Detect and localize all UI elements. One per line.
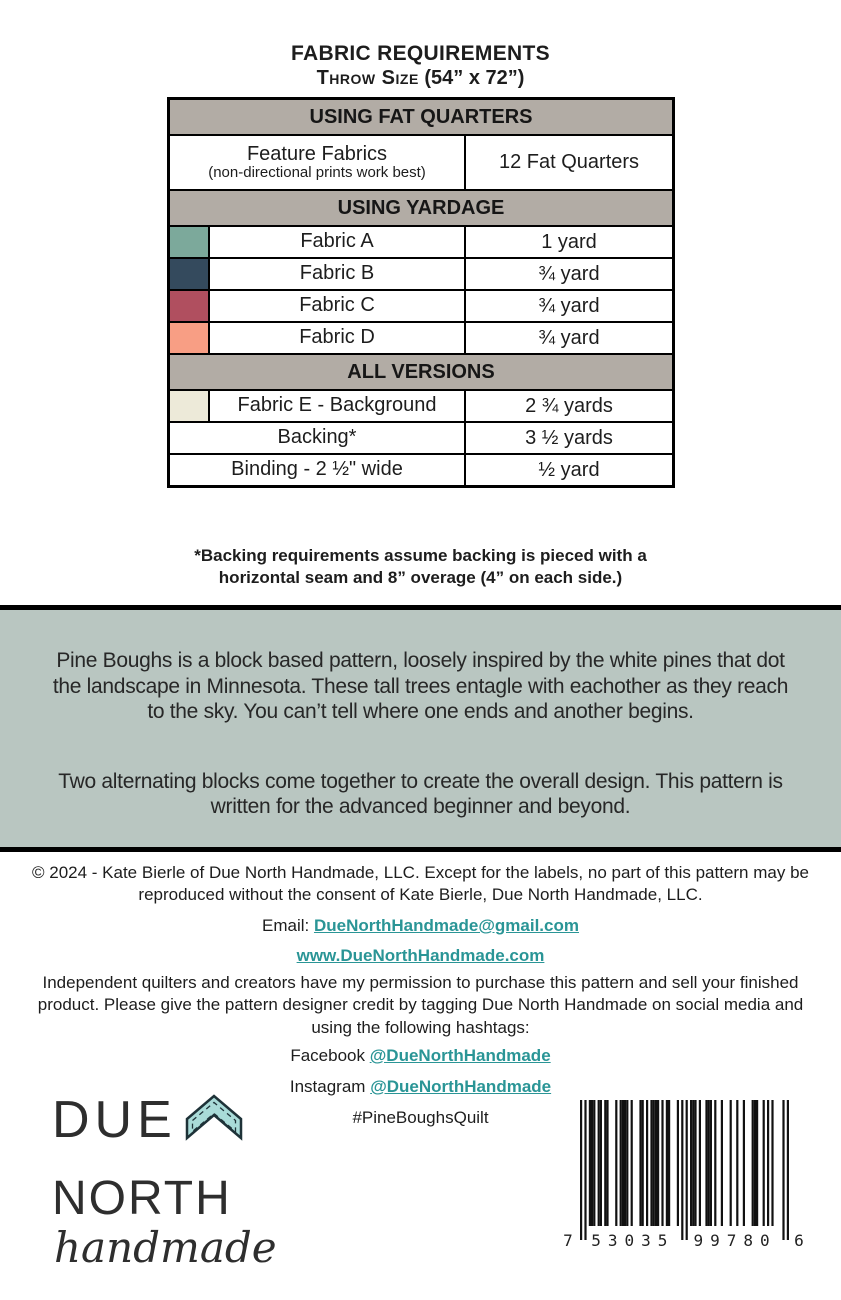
fabric-name: Fabric A [300, 230, 374, 253]
table-row [170, 453, 672, 485]
fabric-name: Feature Fabrics [246, 142, 388, 165]
table-row [170, 389, 672, 421]
email-line [0, 915, 841, 937]
permission-text: Independent quilters and creators have my permission to purchase this pattern and sell your finished product. Please give the pattern designer credit by tagging Due North Handmade on social media and using the following hashtags: [37, 973, 804, 1037]
fabric-name: Binding - 2 ½" wide [231, 458, 403, 481]
fabric-name-cell [210, 259, 464, 289]
section-header-label: ALL VERSIONS [347, 360, 495, 383]
upc-barcode [558, 1100, 810, 1255]
fabric-color-swatch [170, 291, 210, 321]
email-link[interactable]: DueNorthHandmade@gmail.com [313, 916, 579, 935]
yardage-value-cell: ¾ yard [464, 259, 672, 289]
fabric-name: Fabric E - Background [237, 394, 437, 417]
backing-note [0, 545, 841, 589]
fabric-name: Fabric D [299, 326, 375, 349]
instagram-link[interactable]: @DueNorthHandmade [370, 1077, 552, 1096]
barcode-digits: 99780 [693, 1231, 777, 1250]
yardage-value-cell: 1 yard [464, 227, 672, 257]
table-row [170, 225, 672, 257]
backing-note-text: *Backing requirements assume backing is pieced with a horizontal seam and 8” overage (4” on each side.) [194, 546, 647, 587]
table-row [170, 321, 672, 353]
subtitle-dimensions: (54” x 72”) [418, 67, 525, 89]
description-paragraph-2: Two alternating blocks come together to create the overall design. This pattern is written for the advanced beginner and beyond. [58, 769, 783, 819]
logo-row-1 [52, 1092, 272, 1167]
section-header-label: USING FAT QUARTERS [309, 105, 533, 128]
fabric-name-cell [210, 323, 464, 353]
fabric-color-swatch [170, 259, 210, 289]
logo-due-text: DUE [52, 1091, 177, 1149]
logo-handmade-text: handmade [54, 1223, 277, 1272]
description-box [0, 605, 841, 852]
website-link[interactable]: www.DueNorthHandmade.com [296, 946, 545, 965]
fabric-name: Fabric C [299, 294, 375, 317]
fabric-color-swatch [170, 391, 210, 421]
subtitle-size-name: Throw Size [316, 67, 419, 89]
barcode-digits: 53035 [591, 1231, 675, 1250]
yardage-value-cell: ¾ yard [464, 323, 672, 353]
fabric-name-cell [170, 423, 464, 453]
table-section-header [170, 100, 672, 134]
fabric-name: Backing* [277, 426, 357, 449]
page-subtitle [0, 67, 841, 90]
yardage-value-cell: 3 ½ yards [464, 423, 672, 453]
page-title: FABRIC REQUIREMENTS [291, 42, 550, 65]
facebook-label: Facebook [290, 1046, 370, 1065]
instagram-label: Instagram [289, 1077, 371, 1096]
table-row [170, 134, 672, 189]
fabric-color-swatch [170, 227, 210, 257]
barcode-digits: 7 [563, 1231, 573, 1250]
logo-north-text: NORTH [52, 1172, 232, 1225]
description-paragraph-1: Pine Boughs is a block based pattern, loosely inspired by the white pines that dot the landscape in Minnesota. These tall trees entagle with eachother as they reach to the sky. You can’t tell where one ends and another begins. [52, 649, 789, 724]
table-row [170, 257, 672, 289]
section-header-label: USING YARDAGE [337, 196, 505, 219]
facebook-line [0, 1045, 841, 1067]
yardage-value-cell: ½ yard [464, 455, 672, 485]
barcode-digits: 6 [794, 1231, 804, 1250]
table-section-header [170, 353, 672, 389]
fabric-name: Fabric B [299, 262, 375, 285]
yardage-value-cell: ¾ yard [464, 291, 672, 321]
table-row [170, 289, 672, 321]
fabric-name-cell [210, 391, 464, 421]
yardage-value-cell: 12 Fat Quarters [464, 136, 672, 189]
copyright-line [0, 862, 841, 907]
fabric-name-cell [210, 291, 464, 321]
website-line [0, 945, 841, 967]
table-row [170, 421, 672, 453]
copyright-text: © 2024 - Kate Bierle of Due North Handmade, LLC. Except for the labels, no part of this pattern may be reproduced without the consent of Kate Bierle, Due North Handmade, LLC. [31, 863, 809, 905]
fabric-name-cell [170, 136, 464, 189]
page-header [0, 42, 841, 90]
table-section-header [170, 189, 672, 225]
fabric-color-swatch [170, 323, 210, 353]
fabric-name-cell [170, 455, 464, 485]
due-north-logo [52, 1091, 277, 1272]
hashtag-text: #PineBoughsQuilt [352, 1108, 489, 1127]
chevron-quilt-icon [181, 1092, 247, 1167]
email-label: Email: [262, 916, 314, 935]
yardage-value-cell: 2 ¾ yards [464, 391, 672, 421]
permission-line [0, 972, 841, 1039]
fabric-name-subtext: (non-directional prints work best) [208, 164, 426, 182]
fabric-name-cell [210, 227, 464, 257]
fabric-requirements-table [167, 97, 675, 488]
facebook-link[interactable]: @DueNorthHandmade [369, 1046, 551, 1065]
